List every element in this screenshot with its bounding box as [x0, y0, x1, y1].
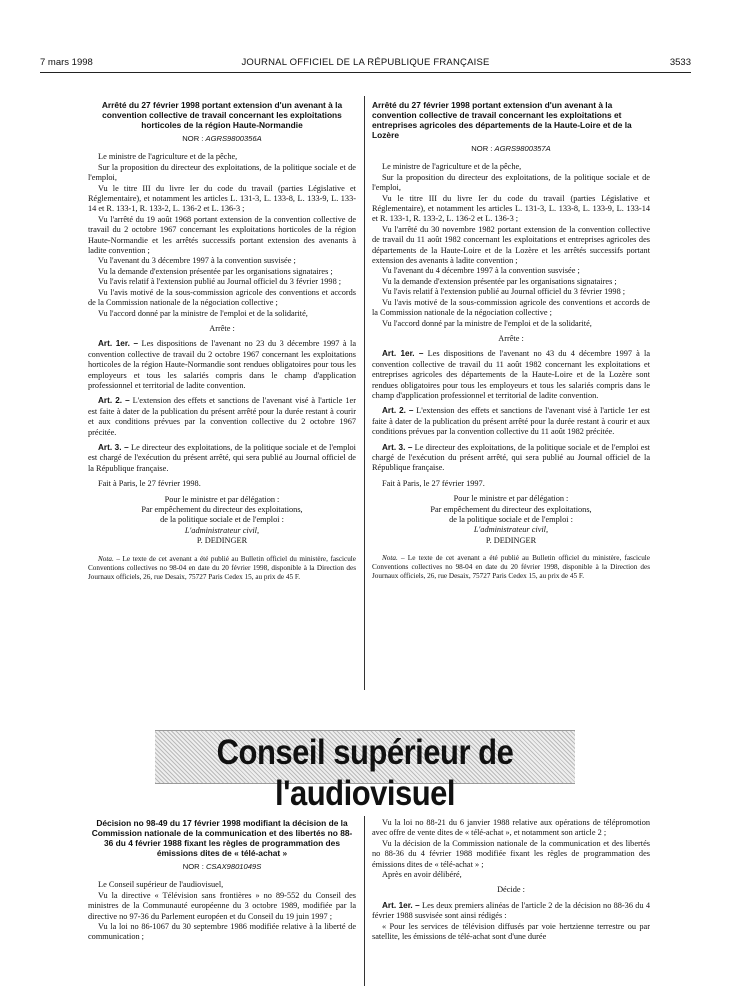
left-para: Vu l'accord donné par la ministre de l'emploi et de la solidarité, — [98, 308, 308, 318]
decision-nor: NOR : CSAX9801049S — [182, 862, 262, 871]
left-para: Vu la demande d'extension présentée par les organisations signataires ; — [98, 266, 333, 276]
right-column — [372, 100, 650, 581]
left-para: Vu l'avis relatif à l'extension publié au Journal officiel du 3 février 1998 ; — [98, 277, 342, 287]
right-para: Vu l'arrêté du 30 novembre 1982 portant extension de la convention collective de travail du 11 août 1982 concernant les exploitations et entreprises agricoles des départements de la Haute-Loire et de la Lozère et les arrêtés successifs portant extension des avenants à ladite convention ; — [372, 224, 650, 266]
left-signature-line: Pour le ministre et par délégation : — [164, 494, 280, 504]
section-banner — [155, 730, 575, 814]
decision-para: Vu la loi no 88-21 du 6 janvier 1988 relative aux opérations de télépromotion avec offre de vente dites de « télé-achat », et notamment son article 2 ; — [372, 818, 650, 838]
right-signatory: P. DEDINGER — [485, 535, 537, 545]
article-label: Art. 2. – — [382, 406, 414, 416]
decision-article-1: Art. 1er. – Les deux premiers alinéas de l'article 2 de la décision no 88-36 du 4 février 1988 susvisée sont ainsi rédigés : — [372, 900, 650, 921]
right-signature-line: de la politique sociale et de l'emploi : — [449, 515, 573, 524]
left-decree-title: Arrêté du 27 février 1998 portant extension d'un avenant à la convention collective de travail concernant les exploitations horticoles de la région Haute-Normandie — [101, 100, 343, 130]
decision-para: Vu la décision de la Commission nationale de la communication et des libertés no 88-36 du 4 février 1988 modifiée fixant les règles de programmation des émissions dites de « télé-achat » ; — [372, 838, 650, 869]
right-article-2: Art. 2. – L'extension des effets et sanctions de l'avenant visé à l'article 1er est faite à dater de la publication du présent arrêté pour la durée restant à courir et aux conditions prévues par la convention collective du 11 août 1982 précitée. — [372, 406, 650, 437]
right-para: Vu l'avenant du 4 décembre 1997 à la convention susvisée ; — [382, 266, 580, 276]
right-para: Le ministre de l'agriculture et de la pêche, — [382, 162, 522, 172]
right-para: Vu l'avis relatif à l'extension publié au Journal officiel du 3 février 1998 ; — [382, 287, 626, 297]
decision-para: Après en avoir délibéré, — [382, 870, 462, 880]
article-label: Art. 3. – — [382, 442, 413, 452]
journal-title: JOURNAL OFFICIEL DE LA RÉPUBLIQUE FRANÇAISE — [241, 57, 490, 68]
left-para: Vu l'avenant du 3 décembre 1997 à la convention susvisée ; — [98, 256, 296, 266]
left-nor-code: AGRS9800356A — [205, 134, 262, 143]
decision-nor-code: CSAX9801049S — [205, 862, 262, 871]
right-decree-title: Arrêté du 27 février 1998 portant extension d'un avenant à la convention collective de travail concernant les exploitations et entreprises agricoles des départements de la Haute-Loire et de la Lozère — [372, 100, 632, 140]
right-para: Vu la demande d'extension présentée par les organisations signataires ; — [382, 276, 617, 286]
left-arrete: Arrête : — [209, 323, 235, 333]
left-article-1: Art. 1er. – Les dispositions de l'avenant no 23 du 3 décembre 1997 à la convention collective de travail du 2 octobre 1967 concernant les exploitations horticoles de la région Haute-Normandie sont rendues obligatoires pour tous les employeurs et tous les salariés compris dans le champ d'application professionnel et territorial de ladite convention. — [88, 339, 357, 390]
section-banner-title: Conseil supérieur de l'audiovisuel — [216, 731, 514, 814]
left-article-2: Art. 2. – L'extension des effets et sanctions de l'avenant visé à l'article 1er est faite à dater de la publication du présent arrêté pour la durée restant à courir et aux conditions prévues par la convention collective du 2 octobre 1967 précitée. — [88, 396, 356, 437]
right-article-1: Art. 1er. – Les dispositions de l'avenant no 43 du 4 décembre 1997 à la convention collective de travail du 11 août 1982 concernant les exploitations et entreprises agricoles des départements de la Haute-Loire et de la Lozère sont rendues obligatoires pour tous les employeurs et tous les salariés compris dans le champ d'application professionnel et territorial de ladite convention. — [372, 349, 651, 400]
left-note: Nota. – Le texte de cet avenant a été publié au Bulletin officiel du ministère, fascicule Conventions collectives no 98-04 en date du 20 février 1998, disponible à la Direction des Journaux officiels, 26, rue Desaix, 75727 Paris Cedex 15, au prix de 45 F. — [88, 554, 356, 581]
article-label: Art. 3. – — [98, 442, 129, 452]
left-para: Vu l'avis motivé de la sous-commission agricole des conventions et accords de la Commission nationale de la négociation collective ; — [88, 287, 356, 308]
decision-quote: « Pour les services de télévision diffusés par voie hertzienne terrestre ou par satellite, les émissions de télé-achat sont d'une durée — [372, 921, 650, 942]
decision-para: Vu la loi no 86-1067 du 30 septembre 1986 modifiée relative à la liberté de communication ; — [88, 922, 356, 942]
right-signature-line: Par empêchement du directeur des exploitations, — [430, 504, 592, 514]
left-signature-line: Par empêchement du directeur des exploitations, — [141, 505, 303, 514]
header-rule — [40, 72, 691, 73]
right-arrete: Arrête : — [498, 333, 524, 343]
left-para: Sur la proposition du directeur des exploitations, de la politique sociale et de l'emploi, — [88, 162, 356, 183]
issue-date: 7 mars 1998 — [40, 57, 93, 68]
left-nor: NOR : AGRS9800356A — [182, 134, 262, 143]
article-label: Art. 1er. – — [98, 339, 139, 349]
bottom-right-column — [372, 818, 650, 942]
right-note: Nota. – Le texte de cet avenant a été publié au Bulletin officiel du ministère, fascicule Conventions collectives no 98-04 en date du 20 février 1998, disponible à la Direction des Journaux officiels, 26, rue Desaix, 75727 Paris Cedex 15, au prix de 45 F. — [372, 554, 650, 581]
decision-para: Vu la directive « Télévision sans frontières » no 89-552 du Conseil des ministres de la Communauté européenne du 3 octobre 1989, modifiée par la directive no 97-36 du Parlement européen et du Conseil du 19 juin 1997 ; — [88, 890, 356, 921]
left-para: Vu l'arrêté du 19 août 1968 portant extension de la convention collective de travail du 2 octobre 1967 concernant les exploitations horticoles de la région Haute-Normandie et les arrêtés successifs portant extension des avenants à ladite convention ; — [88, 214, 356, 256]
left-para: Vu le titre III du livre Ier du code du travail (parties Législative et Réglementaire), et notamment les articles L. 131-3, L. 133-8, L. 133-9, L. 133-14 et R. 133-1, R. 133-2, L. 136-2 et L. 136-3 ; — [88, 183, 356, 214]
right-para: Sur la proposition du directeur des exploitations, de la politique sociale et de l'emploi, — [372, 172, 650, 193]
left-column — [88, 100, 356, 582]
left-signed-place: Fait à Paris, le 27 février 1998. — [98, 479, 201, 489]
left-signatory: P. DEDINGER — [196, 536, 248, 546]
article-label: Art. 2. – — [98, 396, 130, 406]
left-article-3: Art. 3. – Le directeur des exploitations, de la politique sociale et de l'emploi est chargé de l'exécution du présent arrêté, qui sera publié au Journal officiel de la République française. — [88, 442, 356, 473]
right-nor-code: AGRS9800357A — [494, 144, 551, 153]
column-divider-top — [364, 96, 365, 690]
left-para: Le ministre de l'agriculture et de la pêche, — [98, 152, 238, 162]
right-para: Vu le titre III du livre Ier du code du travail (parties Législative et Réglementaire), et notamment les articles L. 131-3, L. 133-8, L. 133-9, L. 133-14 et R. 133-1, R. 133-2, L. 136-2 et L. 136-3 ; — [372, 193, 650, 224]
decision-para: Le Conseil supérieur de l'audiovisuel, — [98, 880, 224, 890]
column-divider-bottom — [364, 816, 365, 986]
right-signature-line: L'administrateur civil, — [473, 525, 549, 535]
left-signature-line: L'administrateur civil, — [184, 525, 260, 535]
article-label: Art. 1er. – — [382, 349, 424, 359]
right-signed-place: Fait à Paris, le 27 février 1997. — [382, 478, 485, 488]
right-para: Vu l'accord donné par la ministre de l'emploi et de la solidarité, — [382, 318, 592, 328]
running-header — [40, 57, 691, 71]
left-signature-line: de la politique sociale et de l'emploi : — [160, 515, 284, 525]
decision-title: Décision no 98-49 du 17 février 1998 modifiant la décision de la Commission nationale de la communication et des libertés no 88-36 du 4 février 1988 fixant les règles de programmation des émissions dites de « télé-achat » — [91, 818, 353, 858]
right-nor: NOR : AGRS9800357A — [471, 144, 551, 153]
bottom-left-column — [88, 818, 356, 943]
right-signature-line: Pour le ministre et par délégation : — [453, 494, 569, 504]
right-article-3: Art. 3. – Le directeur des exploitations, de la politique sociale et de l'emploi est chargé de l'exécution du présent arrêté, qui sera publié au Journal officiel de la République française. — [372, 442, 650, 473]
right-para: Vu l'avis motivé de la sous-commission agricole des conventions et accords de la Commission nationale de la négociation collective ; — [372, 297, 650, 318]
article-label: Art. 1er. – — [382, 900, 420, 910]
decision-decide: Décide : — [497, 885, 525, 895]
page-number: 3533 — [669, 57, 691, 68]
